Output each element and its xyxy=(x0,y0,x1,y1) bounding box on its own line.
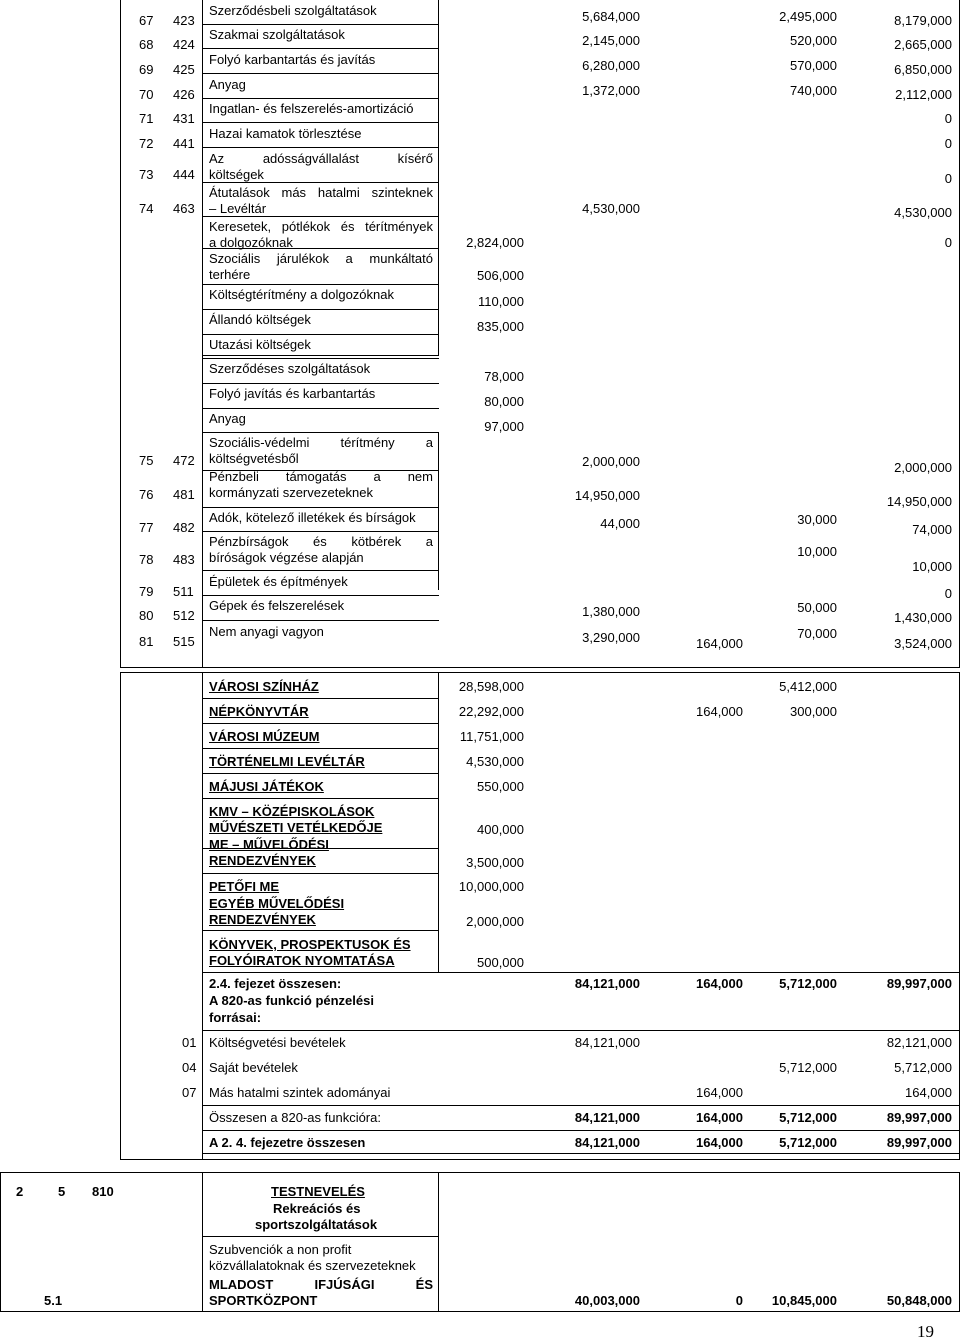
row-number: 68 xyxy=(139,37,154,52)
row-label-line1: Az adósságvállalást kísérő xyxy=(209,151,433,166)
program-label-line1: TÖRTÉNELMI LEVÉLTÁR xyxy=(209,754,365,769)
chapter-total-sum: 89,997,000 xyxy=(886,976,952,991)
amount-budget: 44,000 xyxy=(600,516,640,531)
breakdown-amount: 97,000 xyxy=(484,419,524,434)
summary-separator xyxy=(202,1105,960,1106)
program-amount: 3,500,000 xyxy=(466,855,524,870)
amount-budget: 5,684,000 xyxy=(582,9,640,24)
breakdown-label-line2: terhére xyxy=(209,267,251,282)
chapter-grand-total-label: A 2. 4. fejezetre összesen xyxy=(209,1135,366,1150)
account-code: 426 xyxy=(173,87,195,102)
section-code-b: 5 xyxy=(58,1184,66,1199)
row-label-line1: Pénzbírságok és kötbérek a xyxy=(209,534,433,549)
page-number: 19 xyxy=(917,1322,934,1341)
breakdown-amount: 2,824,000 xyxy=(466,235,524,250)
row-separator xyxy=(203,620,439,621)
amount-total: 6,850,000 xyxy=(894,62,952,77)
chapter-grand-total-other: 164,000 xyxy=(696,1135,743,1150)
table-bottom-border xyxy=(120,667,960,668)
chapter-grand-total-own: 5,712,000 xyxy=(779,1135,837,1150)
amount-total: 0 xyxy=(944,171,952,186)
chapter-grand-total-budget: 84,121,000 xyxy=(574,1135,640,1150)
row-separator xyxy=(203,147,439,148)
program-label-line2: FOLYÓIRATOK NYOMTATÁSA xyxy=(209,953,395,968)
chapter-total-own: 5,712,000 xyxy=(779,976,837,991)
row-label-line1: Szerződésbeli szolgáltatások xyxy=(209,3,377,18)
amount-budget: 6,280,000 xyxy=(582,58,640,73)
summary-separator xyxy=(202,972,960,973)
row-separator xyxy=(203,355,439,356)
program-amount: 500,000 xyxy=(477,955,524,970)
account-code: 441 xyxy=(173,136,195,151)
amount-own: 2,495,000 xyxy=(779,9,837,24)
breakdown-label-line1: Utazási költségek xyxy=(209,337,311,352)
subsidy-line1: Szubvenciók a non profit xyxy=(209,1242,352,1257)
row-label-line1: Átutalások más hatalmi szinteknek xyxy=(209,185,433,200)
breakdown-label-line1: Költségtérítmény a dolgozóknak xyxy=(209,287,394,302)
row-label-line1: Pénzbeli támogatás a nem xyxy=(209,469,433,484)
breakdown-label-line1: Állandó költségek xyxy=(209,312,311,327)
program-amount: 28,598,000 xyxy=(458,679,524,694)
chapter-total-label: 2.4. fejezet összesen: xyxy=(209,976,342,991)
row-number: 72 xyxy=(139,136,154,151)
amount-budget: 3,290,000 xyxy=(582,630,640,645)
row-label-line2: költségek xyxy=(209,167,264,182)
program-label-line1: VÁROSI SZÍNHÁZ xyxy=(209,679,319,694)
program-amount: 550,000 xyxy=(477,779,524,794)
account-code: 425 xyxy=(173,62,195,77)
row-label-line2: bíróságok végzése alapján xyxy=(209,550,364,565)
chapter-total-other: 164,000 xyxy=(696,976,743,991)
source-label: Költségvetési bevételek xyxy=(209,1035,346,1050)
amount-other: 164,000 xyxy=(696,636,743,651)
row-separator xyxy=(203,570,439,571)
row-separator xyxy=(203,1236,439,1237)
institution-budget: 40,003,000 xyxy=(574,1293,640,1308)
amount-total: 0 xyxy=(944,111,952,126)
row-separator xyxy=(203,48,439,49)
amount-total: 14,950,000 xyxy=(886,494,952,509)
breakdown-label-line1: Folyó javítás és karbantartás xyxy=(209,386,376,401)
row-number: 77 xyxy=(139,520,154,535)
section-title: TESTNEVELÉS xyxy=(271,1184,365,1199)
amount-own: 50,000 xyxy=(797,600,837,615)
source-other: 164,000 xyxy=(696,1085,743,1100)
program-label-line1: KÖNYVEK, PROSPEKTUSOK ÉS xyxy=(209,937,411,952)
row-separator xyxy=(203,182,439,183)
program-amount-other: 164,000 xyxy=(696,704,743,719)
account-code: 481 xyxy=(173,487,195,502)
program-label-line1: KMV – KÖZÉPISKOLÁSOK xyxy=(209,804,375,819)
source-total: 82,121,000 xyxy=(886,1035,952,1050)
row-separator xyxy=(203,748,439,749)
row-separator xyxy=(203,507,439,508)
row-separator xyxy=(203,284,439,285)
label-column-right xyxy=(438,432,439,590)
program-label-line1: EGYÉB MŰVELŐDÉSI xyxy=(209,896,345,911)
program-label-line1: VÁROSI MÚZEUM xyxy=(209,729,320,744)
amount-total: 74,000 xyxy=(912,522,952,537)
breakdown-label-line1: Keresetek, pótlékok és térítmények xyxy=(209,219,433,234)
row-label-line2: költségvetésből xyxy=(209,451,299,466)
program-amount: 4,530,000 xyxy=(466,754,524,769)
label-column-right xyxy=(438,0,439,232)
chapter-grand-total-sum: 89,997,000 xyxy=(886,1135,952,1150)
source-label: Más hatalmi szintek adományai xyxy=(209,1085,391,1100)
row-separator xyxy=(203,698,439,699)
row-separator xyxy=(203,432,439,433)
breakdown-label-line1: Anyag xyxy=(209,411,246,426)
label-column-right xyxy=(438,232,439,355)
row-separator xyxy=(203,216,439,217)
breakdown-amount: 78,000 xyxy=(484,369,524,384)
column-separator xyxy=(202,1172,203,1312)
program-label-line2: RENDEZVÉNYEK xyxy=(209,853,316,868)
row-separator xyxy=(203,73,439,74)
account-code: 423 xyxy=(173,13,195,28)
amount-budget: 14,950,000 xyxy=(574,488,640,503)
amount-total: 10,000 xyxy=(912,559,952,574)
amount-budget: 1,372,000 xyxy=(582,83,640,98)
row-number: 75 xyxy=(139,453,154,468)
program-label-line2: MŰVÉSZETI VETÉLKEDŐJE xyxy=(209,820,383,835)
breakdown-amount: 835,000 xyxy=(477,319,524,334)
summary-separator xyxy=(202,1030,960,1031)
section-code-a: 2 xyxy=(16,1184,24,1199)
row-separator xyxy=(203,383,439,384)
amount-budget: 1,380,000 xyxy=(582,604,640,619)
row-number: 73 xyxy=(139,167,154,182)
row-separator xyxy=(203,531,439,532)
funding-heading-line2: forrásai: xyxy=(209,1010,262,1025)
row-number: 81 xyxy=(139,634,154,649)
breakdown-amount: 80,000 xyxy=(484,394,524,409)
column-separator xyxy=(202,672,203,1160)
amount-own: 70,000 xyxy=(797,626,837,641)
amount-total: 3,524,000 xyxy=(894,636,952,651)
row-label-line1: Épületek és építmények xyxy=(209,574,348,589)
table-left-border xyxy=(120,672,121,1160)
account-code: 431 xyxy=(173,111,195,126)
program-amount: 22,292,000 xyxy=(458,704,524,719)
row-separator xyxy=(203,309,439,310)
function-total-other: 164,000 xyxy=(696,1110,743,1125)
row-separator xyxy=(203,723,439,724)
breakdown-label-line1: Szociális járulékok a munkáltató xyxy=(209,251,433,266)
row-label-line2: kormányzati szervezeteknek xyxy=(209,485,374,500)
amount-total: 2,112,000 xyxy=(895,87,952,102)
program-amount: 11,751,000 xyxy=(459,729,524,744)
row-number: 69 xyxy=(139,62,154,77)
row-label-line1: Gépek és felszerelések xyxy=(209,598,345,613)
amount-own: 520,000 xyxy=(790,33,837,48)
source-code: 07 xyxy=(182,1085,197,1100)
account-code: 512 xyxy=(173,608,195,623)
source-own: 5,712,000 xyxy=(779,1060,837,1075)
account-code: 424 xyxy=(173,37,195,52)
program-label-line2: RENDEZVÉNYEK xyxy=(209,912,316,927)
section-sub-line2: sportszolgáltatások xyxy=(255,1217,378,1232)
program-amount: 2,000,000 xyxy=(466,914,524,929)
row-label-line1: Szakmai szolgáltatások xyxy=(209,27,345,42)
source-total: 5,712,000 xyxy=(894,1060,952,1075)
breakdown-label-line1: Szerződéses szolgáltatások xyxy=(209,361,371,376)
row-label-line1: Hazai kamatok törlesztése xyxy=(209,126,362,141)
account-code: 472 xyxy=(173,453,195,468)
row-label-line1: Ingatlan- és felszerelés-amortizáció xyxy=(209,101,414,116)
row-number: 71 xyxy=(139,111,154,126)
summary-separator xyxy=(202,1130,960,1131)
table-left-border xyxy=(0,1172,1,1312)
program-amount: 10,000,000 xyxy=(458,879,524,894)
row-separator xyxy=(203,24,439,25)
row-number: 74 xyxy=(139,201,154,216)
amount-total: 1,430,000 xyxy=(894,610,952,625)
institution-other: 0 xyxy=(735,1293,743,1308)
summary-separator xyxy=(202,1153,960,1154)
program-label-line1: ME – MŰVELŐDÉSI xyxy=(209,837,329,852)
table-bottom-border xyxy=(0,1311,960,1312)
account-code: 515 xyxy=(173,634,195,649)
institution-line1: MLADOST IFJÚSÁGI ÉS xyxy=(209,1277,433,1292)
account-code: 483 xyxy=(173,552,195,567)
source-budget: 84,121,000 xyxy=(574,1035,640,1050)
function-total-label: Összesen a 820-as funkcióra: xyxy=(209,1110,381,1125)
row-number: 79 xyxy=(139,584,154,599)
amount-own: 570,000 xyxy=(790,58,837,73)
source-total: 164,000 xyxy=(905,1085,952,1100)
program-label-line1: MÁJUSI JÁTÉKOK xyxy=(209,779,324,794)
function-total-own: 5,712,000 xyxy=(779,1110,837,1125)
row-label-line1: Nem anyagi vagyon xyxy=(209,624,324,639)
row-separator xyxy=(203,122,439,123)
label-column-right xyxy=(438,1172,439,1312)
amount-budget: 2,145,000 xyxy=(582,33,640,48)
institution-own: 10,845,000 xyxy=(771,1293,837,1308)
amount-total: 2,665,000 xyxy=(894,37,952,52)
amount-total: 0 xyxy=(944,136,952,151)
row-number: 76 xyxy=(139,487,154,502)
row-label-line1: Anyag xyxy=(209,77,246,92)
account-code: 511 xyxy=(173,584,194,599)
amount-total: 8,179,000 xyxy=(894,13,952,28)
row-separator xyxy=(203,930,439,931)
row-label-line1: Folyó karbantartás és javítás xyxy=(209,52,376,67)
subsidy-line2: közvállalatoknak és szervezeteknek xyxy=(209,1258,416,1273)
function-total-sum: 89,997,000 xyxy=(886,1110,952,1125)
program-label-line1: PETŐFI ME xyxy=(209,879,280,894)
amount-own: 740,000 xyxy=(790,83,837,98)
row-label-line2: – Levéltár xyxy=(209,201,267,216)
row-separator xyxy=(203,98,439,99)
institution-line2: SPORTKÖZPONT xyxy=(209,1293,318,1308)
breakdown-label-line2: a dolgozóknak xyxy=(209,235,293,250)
row-separator xyxy=(203,358,439,359)
program-label-line1: NÉPKÖNYVTÁR xyxy=(209,704,309,719)
program-amount: 400,000 xyxy=(477,822,524,837)
amount-total: 0 xyxy=(944,586,952,601)
amount-total: 4,530,000 xyxy=(894,205,952,220)
source-label: Saját bevételek xyxy=(209,1060,298,1075)
row-separator xyxy=(203,334,439,335)
amount-total: 0 xyxy=(944,235,952,250)
account-code: 463 xyxy=(173,201,195,216)
table-top-border xyxy=(0,1172,960,1173)
table-left-border xyxy=(120,0,121,668)
program-amount-own: 5,412,000 xyxy=(779,679,837,694)
item-number: 5.1 xyxy=(44,1293,63,1308)
row-number: 78 xyxy=(139,552,154,567)
amount-own: 10,000 xyxy=(797,544,837,559)
row-number: 67 xyxy=(139,13,154,28)
institution-total: 50,848,000 xyxy=(886,1293,952,1308)
row-separator xyxy=(203,408,439,409)
row-label-line1: Szociális-védelmi térítmény a xyxy=(209,435,433,450)
amount-budget: 4,530,000 xyxy=(582,201,640,216)
account-code: 444 xyxy=(173,167,195,182)
section-code-c: 810 xyxy=(92,1184,114,1199)
source-code: 04 xyxy=(182,1060,197,1075)
chapter-total-budget: 84,121,000 xyxy=(574,976,640,991)
amount-total: 2,000,000 xyxy=(894,460,952,475)
row-number: 70 xyxy=(139,87,154,102)
table-top-border xyxy=(120,672,960,673)
breakdown-amount: 506,000 xyxy=(477,268,524,283)
funding-heading-line1: A 820-as funkció pénzelési xyxy=(209,993,374,1008)
row-separator xyxy=(203,595,439,596)
row-number: 80 xyxy=(139,608,154,623)
section-sub-line1: Rekreációs és xyxy=(273,1201,361,1216)
table-bottom-border xyxy=(120,1159,960,1160)
function-total-budget: 84,121,000 xyxy=(574,1110,640,1125)
source-code: 01 xyxy=(182,1035,197,1050)
program-amount-own: 300,000 xyxy=(790,704,837,719)
account-code: 482 xyxy=(173,520,195,535)
row-separator xyxy=(203,873,439,874)
row-separator xyxy=(203,773,439,774)
row-label-line1: Adók, kötelező illetékek és bírságok xyxy=(209,510,416,525)
amount-budget: 2,000,000 xyxy=(582,454,640,469)
row-separator xyxy=(203,798,439,799)
breakdown-amount: 110,000 xyxy=(477,294,524,309)
amount-own: 30,000 xyxy=(797,512,837,527)
